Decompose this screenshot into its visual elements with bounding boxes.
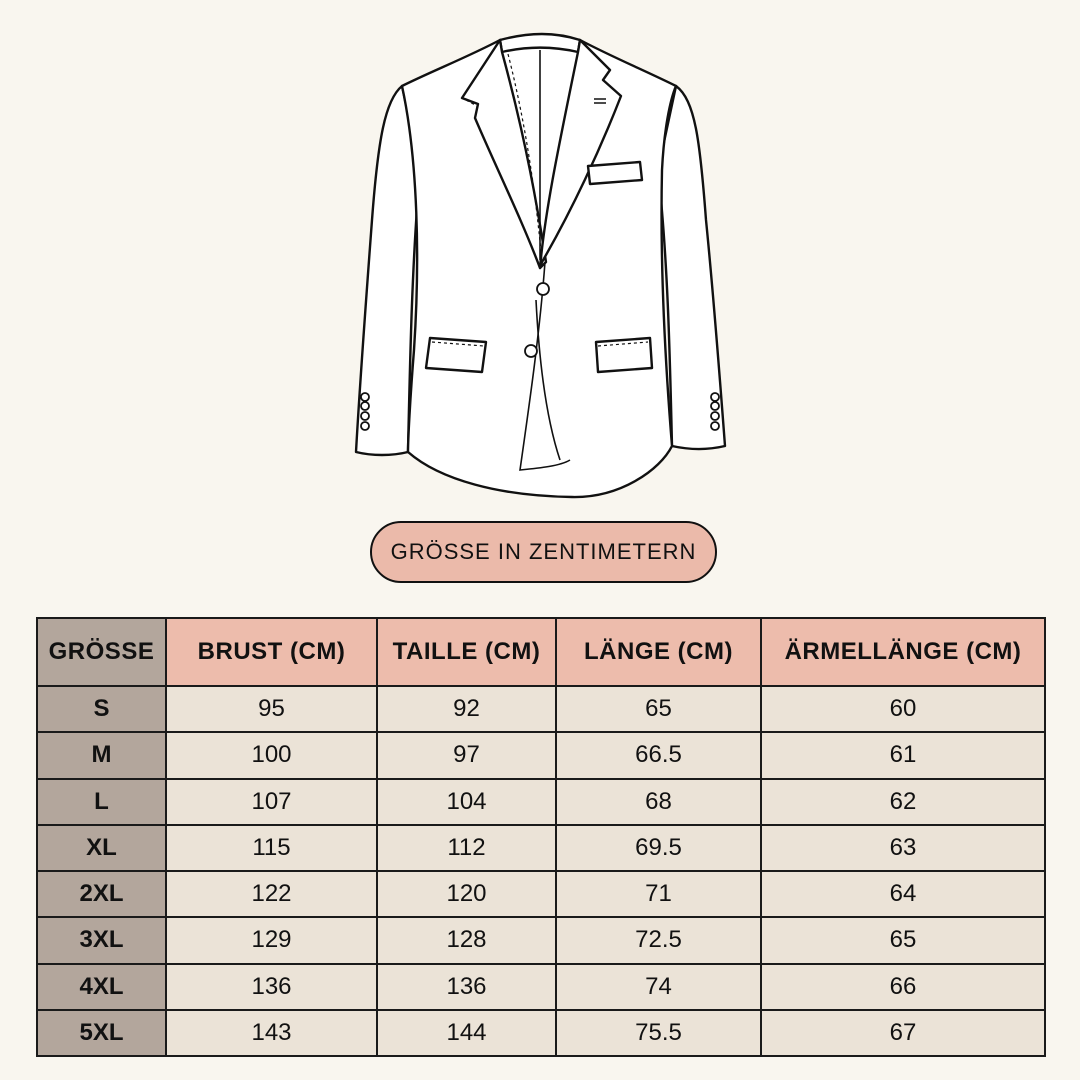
header-chest: BRUST (CM) — [166, 618, 377, 686]
length-cell: 72.5 — [556, 917, 761, 963]
waist-cell: 112 — [377, 825, 556, 871]
chest-cell: 129 — [166, 917, 377, 963]
chest-cell: 100 — [166, 732, 377, 778]
table-row — [37, 871, 1045, 917]
length-cell: 68 — [556, 779, 761, 825]
size-chart-table — [36, 617, 1046, 1057]
length-cell: 71 — [556, 871, 761, 917]
size-unit-badge: GRÖSSE IN ZENTIMETERN — [370, 521, 717, 583]
length-cell: 74 — [556, 964, 761, 1010]
chest-cell: 107 — [166, 779, 377, 825]
length-cell: 69.5 — [556, 825, 761, 871]
waist-cell: 120 — [377, 871, 556, 917]
table-header-row — [37, 618, 1045, 686]
table-row — [37, 732, 1045, 778]
sleeve-length-cell: 62 — [761, 779, 1045, 825]
table-row — [37, 686, 1045, 732]
chest-cell: 115 — [166, 825, 377, 871]
length-cell: 75.5 — [556, 1010, 761, 1056]
size-cell: L — [37, 779, 166, 825]
table-row — [37, 825, 1045, 871]
waist-cell: 104 — [377, 779, 556, 825]
sleeve-length-cell: 66 — [761, 964, 1045, 1010]
header-size: GRÖSSE — [37, 618, 166, 686]
chest-cell: 136 — [166, 964, 377, 1010]
size-cell: M — [37, 732, 166, 778]
waist-cell: 136 — [377, 964, 556, 1010]
sleeve-length-cell: 67 — [761, 1010, 1045, 1056]
waist-cell: 128 — [377, 917, 556, 963]
header-waist: TAILLE (CM) — [377, 618, 556, 686]
size-cell: 3XL — [37, 917, 166, 963]
chest-cell: 143 — [166, 1010, 377, 1056]
sleeve-length-cell: 63 — [761, 825, 1045, 871]
table-row — [37, 779, 1045, 825]
size-cell: 5XL — [37, 1010, 166, 1056]
size-cell: 2XL — [37, 871, 166, 917]
blazer-icon — [340, 25, 740, 515]
header-sleeve-length: ÄRMELLÄNGE (CM) — [761, 618, 1045, 686]
table-row — [37, 917, 1045, 963]
length-cell: 66.5 — [556, 732, 761, 778]
length-cell: 65 — [556, 686, 761, 732]
waist-cell: 97 — [377, 732, 556, 778]
header-length: LÄNGE (CM) — [556, 618, 761, 686]
size-cell: 4XL — [37, 964, 166, 1010]
sleeve-length-cell: 61 — [761, 732, 1045, 778]
waist-cell: 144 — [377, 1010, 556, 1056]
size-cell: S — [37, 686, 166, 732]
sleeve-length-cell: 60 — [761, 686, 1045, 732]
chest-cell: 122 — [166, 871, 377, 917]
sleeve-length-cell: 64 — [761, 871, 1045, 917]
table-row — [37, 1010, 1045, 1056]
chest-cell: 95 — [166, 686, 377, 732]
table-row — [37, 964, 1045, 1010]
waist-cell: 92 — [377, 686, 556, 732]
sleeve-length-cell: 65 — [761, 917, 1045, 963]
size-cell: XL — [37, 825, 166, 871]
